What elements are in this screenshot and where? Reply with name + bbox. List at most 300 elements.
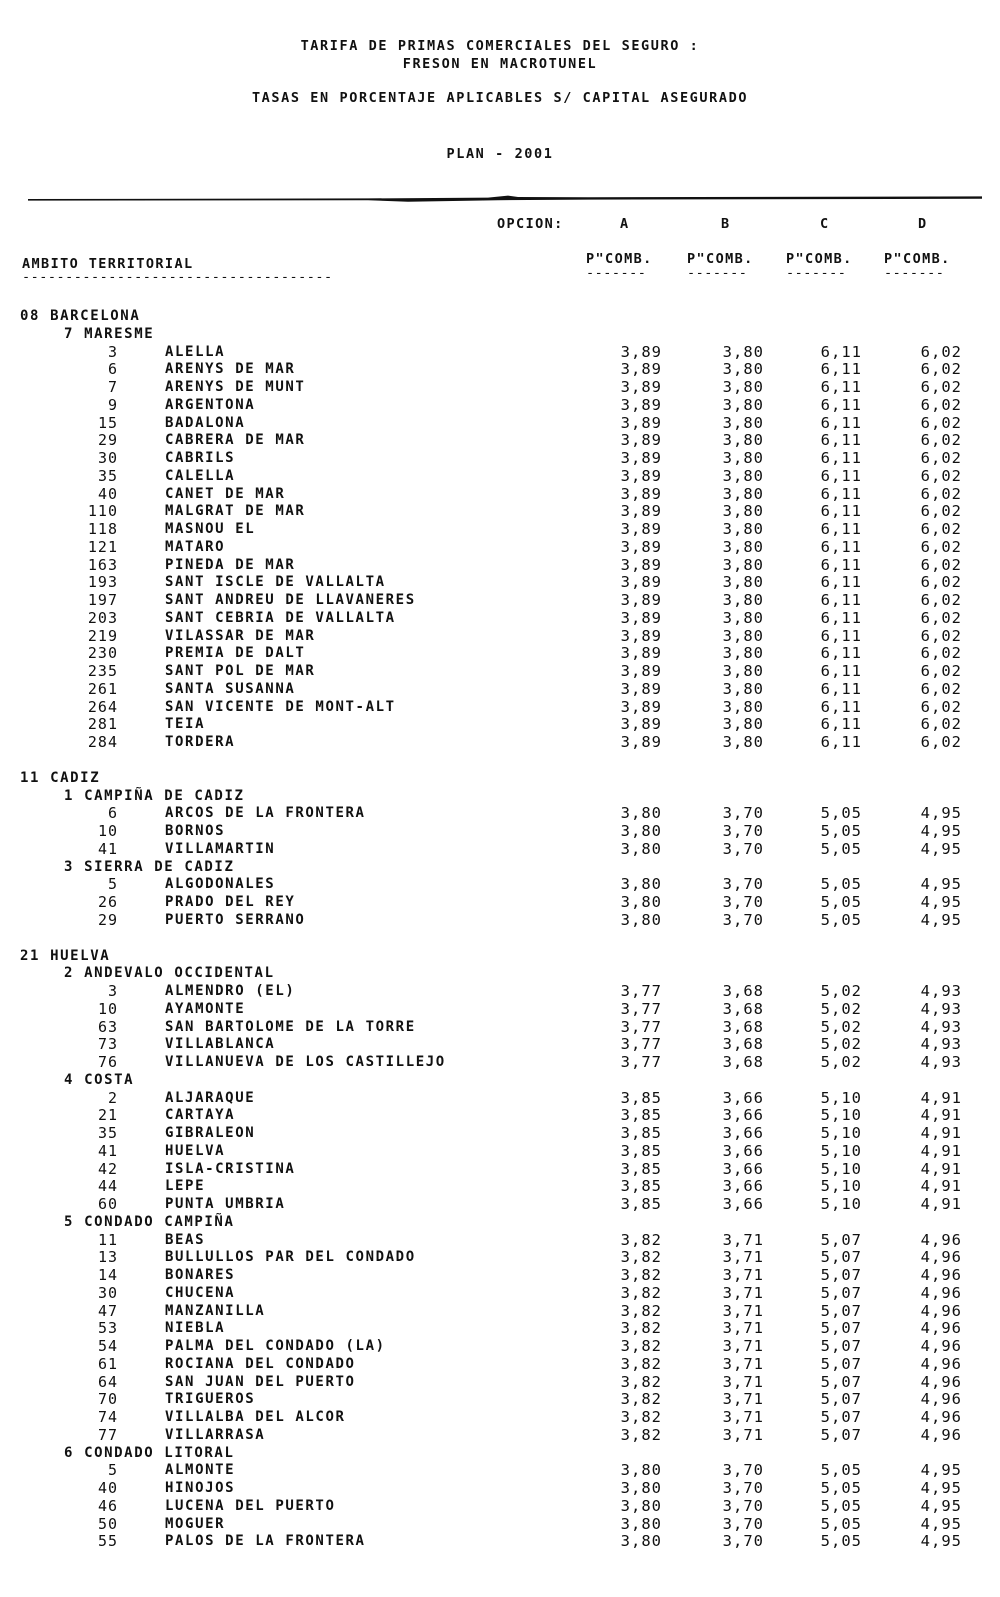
rate-option-a: 3,82 [620,1372,662,1391]
rate-option-a: 3,85 [620,1088,662,1107]
municipio-code: 41 [97,839,118,858]
rate-option-a: 3,89 [620,342,662,361]
comarca-name: CONDADO LITORAL [84,1444,235,1461]
municipio-name: PALOS DE LA FRONTERA [165,1533,366,1550]
rate-option-d: 4,93 [920,1035,962,1054]
rate-option-d: 4,91 [920,1195,962,1213]
table-row [0,1090,1000,1108]
rate-option-d: 6,02 [920,449,962,467]
rate-option-b: 3,68 [722,999,764,1018]
table-row [0,912,1000,930]
table-row [0,1036,1000,1054]
municipio-code: 6 [107,360,118,379]
rate-option-d: 4,95 [920,910,962,929]
municipio-name: PREMIA DE DALT [165,645,306,662]
municipio-code: 54 [97,1337,118,1355]
table-row [0,645,1000,663]
rate-option-c: 5,07 [820,1301,862,1320]
comarca-code: 1 [64,787,75,804]
municipio-name: PRADO DEL REY [165,894,296,910]
province-title [20,948,110,966]
comarca-row [0,1072,1000,1090]
municipio-name: NIEBLA [165,1320,226,1337]
table-row [0,557,1000,575]
rate-option-d: 4,93 [920,1053,962,1071]
table-row [0,1533,1000,1551]
rate-option-d: 4,95 [920,1496,962,1515]
rate-option-c: 5,10 [820,1088,862,1107]
municipio-code: 63 [97,1017,118,1036]
rate-option-b: 3,80 [722,449,764,467]
table-row [0,1480,1000,1498]
rate-option-d: 4,95 [920,893,962,911]
municipio-code: 21 [97,1106,118,1125]
rate-option-d: 6,02 [920,395,962,414]
table-row [0,681,1000,699]
rate-option-a: 3,77 [620,1017,662,1036]
rate-option-b: 3,80 [722,733,764,751]
table-row [0,379,1000,397]
table-row [0,663,1000,681]
rate-option-c: 5,05 [820,1479,862,1497]
rate-option-c: 5,07 [820,1248,862,1267]
rate-option-c: 6,11 [820,573,862,592]
rate-option-d: 4,95 [920,1532,962,1551]
rate-option-c: 6,11 [820,502,862,521]
municipio-code: 61 [97,1354,118,1373]
rate-option-b: 3,70 [722,875,764,894]
table-row [0,486,1000,504]
rate-option-a: 3,89 [620,431,662,450]
rate-option-b: 3,70 [722,893,764,911]
rate-option-a: 3,89 [620,502,662,521]
table-row [0,450,1000,468]
rate-option-b: 3,71 [722,1230,764,1249]
province-name: BARCELONA [50,308,141,324]
municipio-name: SAN JUAN DEL PUERTO [165,1373,356,1390]
municipio-name: CABRILS [165,450,236,466]
rate-option-c: 6,11 [820,431,862,450]
rate-option-b: 3,66 [722,1141,764,1160]
province-name: HUELVA [50,947,111,964]
rate-option-c: 6,11 [820,395,862,414]
province-title [20,770,100,788]
rate-option-d: 4,96 [920,1266,962,1284]
rate-option-b: 3,71 [722,1408,764,1426]
rate-option-d: 6,02 [920,520,962,538]
rate-option-a: 3,77 [620,1035,662,1054]
rate-option-a: 3,89 [620,573,662,592]
municipio-name: VILASSAR DE MAR [165,627,316,644]
municipio-code: 60 [97,1195,118,1213]
rate-option-c: 6,11 [820,342,862,361]
rate-option-d: 6,02 [920,466,962,485]
rate-option-a: 3,89 [620,466,662,485]
rate-option-d: 6,02 [920,555,962,574]
municipio-code: 264 [87,697,118,716]
municipio-name: MASNOU EL [165,521,256,537]
municipio-code: 73 [97,1035,118,1054]
table-row [0,1001,1000,1019]
comarca-title [64,1445,235,1463]
table-row [0,983,1000,1001]
province-row [0,770,1000,788]
municipio-code: 29 [97,431,118,450]
municipio-name: BONARES [165,1267,236,1283]
rate-option-a: 3,89 [620,644,662,663]
rate-option-c: 5,07 [820,1354,862,1373]
rate-option-b: 3,70 [722,1532,764,1551]
rate-option-d: 4,96 [920,1248,962,1267]
rate-option-c: 6,11 [820,715,862,734]
rate-option-b: 3,80 [722,679,764,698]
rate-option-a: 3,80 [620,1532,662,1551]
table-row [0,628,1000,646]
rate-option-b: 3,66 [722,1159,764,1178]
municipio-name: CANET DE MAR [165,485,286,502]
municipio-code: 35 [97,466,118,485]
rate-option-b: 3,71 [722,1372,764,1391]
rate-option-c: 5,07 [820,1408,862,1426]
municipio-code: 5 [107,1461,118,1480]
comarca-name: COSTA [84,1071,135,1088]
municipio-code: 29 [97,910,118,929]
municipio-name: ALMENDRO (EL) [165,983,296,999]
table-row [0,592,1000,610]
municipio-name: SANT CEBRIA DE VALLALTA [165,609,396,626]
rate-option-a: 3,89 [620,608,662,627]
municipio-name: VILLABLANCA [165,1036,276,1053]
rate-option-b: 3,66 [722,1106,764,1125]
rate-option-d: 4,95 [920,1461,962,1480]
rate-option-b: 3,68 [722,1035,764,1054]
title-line-2: FRESON EN MACROTUNEL [402,56,598,72]
table-row [0,1125,1000,1143]
rate-option-a: 3,85 [620,1106,662,1125]
municipio-code: 30 [97,1283,118,1302]
rate-option-d: 4,91 [920,1141,962,1160]
municipio-name: HUELVA [165,1142,226,1159]
municipio-name: ISLA-CRISTINA [165,1160,296,1177]
table-row [0,1338,1000,1356]
rate-option-c: 5,07 [820,1372,862,1391]
municipio-code: 14 [97,1266,118,1284]
rate-option-c: 5,10 [820,1106,862,1125]
rate-option-d: 6,02 [920,378,962,396]
table-row [0,894,1000,912]
rate-option-c: 5,07 [820,1230,862,1249]
rate-option-a: 3,82 [620,1390,662,1409]
comarca-title [64,788,245,806]
rate-option-c: 6,11 [820,360,862,379]
rate-option-c: 5,02 [820,982,862,1000]
municipio-name: LUCENA DEL PUERTO [165,1497,336,1514]
rate-option-b: 3,80 [722,555,764,574]
table-row [0,503,1000,521]
rate-option-d: 6,02 [920,502,962,521]
rate-option-b: 3,80 [722,715,764,734]
municipio-name: PUERTO SERRANO [165,911,306,928]
rate-option-d: 4,95 [920,875,962,894]
rate-option-d: 4,96 [920,1372,962,1391]
province-title [20,308,140,326]
rate-option-b: 3,80 [722,520,764,538]
comarca-row [0,326,1000,344]
rate-option-b: 3,70 [722,910,764,929]
rate-option-a: 3,89 [620,662,662,680]
rate-option-d: 4,91 [920,1124,962,1142]
municipio-name: ALMONTE [165,1462,236,1479]
rate-option-a: 3,89 [620,378,662,396]
rate-option-c: 6,11 [820,537,862,556]
rate-option-b: 3,80 [722,431,764,450]
table-row [0,574,1000,592]
municipio-name: PINEDA DE MAR [165,556,296,573]
comarca-code: 5 [64,1213,75,1230]
rate-option-c: 5,10 [820,1124,862,1142]
rate-option-c: 6,11 [820,484,862,503]
rate-option-b: 3,80 [722,378,764,396]
municipio-code: 121 [87,537,118,556]
municipio-code: 77 [97,1425,118,1444]
province-row [0,308,1000,326]
rate-option-d: 4,95 [920,839,962,858]
rate-option-c: 5,07 [820,1390,862,1409]
municipio-code: 110 [87,502,118,521]
rate-option-d: 6,02 [920,591,962,609]
rate-option-b: 3,68 [722,1017,764,1036]
table-row [0,823,1000,841]
rate-option-c: 6,11 [820,644,862,663]
rate-option-d: 6,02 [920,626,962,645]
comarca-code: 6 [64,1444,75,1461]
rate-option-d: 4,91 [920,1088,962,1107]
rate-option-a: 3,89 [620,591,662,609]
rate-option-c: 5,05 [820,1532,862,1551]
municipio-code: 5 [107,875,118,894]
rate-option-b: 3,70 [722,1461,764,1480]
municipio-name: SAN BARTOLOME DE LA TORRE [165,1018,416,1035]
rate-option-c: 6,11 [820,608,862,627]
table-row [0,1178,1000,1196]
province-name: CADIZ [50,769,101,786]
rate-option-d: 4,93 [920,982,962,1000]
rate-option-a: 3,77 [620,999,662,1018]
municipio-code: 47 [97,1301,118,1320]
rate-option-a: 3,77 [620,982,662,1000]
rate-option-a: 3,85 [620,1195,662,1213]
rate-option-d: 4,96 [920,1354,962,1373]
rate-option-b: 3,71 [722,1319,764,1338]
rate-option-b: 3,71 [722,1337,764,1355]
comarca-row [0,788,1000,806]
rate-option-c: 6,11 [820,555,862,574]
municipio-code: 193 [87,573,118,592]
municipio-name: ARENYS DE MAR [165,361,296,378]
spacer [0,930,1000,948]
municipio-code: 6 [107,804,118,823]
municipio-code: 46 [97,1496,118,1515]
rate-option-b: 3,80 [722,608,764,627]
rate-option-d: 4,96 [920,1425,962,1444]
rate-option-d: 6,02 [920,697,962,716]
comarca-title [64,1072,134,1090]
municipio-name: GIBRALEON [165,1125,256,1141]
rate-option-c: 5,10 [820,1159,862,1178]
rate-option-d: 6,02 [920,484,962,503]
rate-option-c: 6,11 [820,466,862,485]
rate-option-a: 3,89 [620,697,662,716]
rate-option-c: 6,11 [820,662,862,680]
municipio-name: SANT POL DE MAR [165,663,316,679]
municipio-name: ALELLA [165,343,226,360]
table-row [0,1462,1000,1480]
municipio-code: 10 [97,999,118,1018]
province-code: 08 [20,308,41,324]
municipio-name: TRIGUEROS [165,1391,256,1408]
municipio-code: 40 [97,1479,118,1497]
rate-option-d: 4,95 [920,822,962,840]
rate-option-b: 3,80 [722,644,764,663]
rate-option-c: 5,05 [820,893,862,911]
municipio-name: SANT ISCLE DE VALLALTA [165,574,386,591]
municipio-name: BULLULLOS PAR DEL CONDADO [165,1249,416,1266]
municipio-code: 163 [87,555,118,574]
table-row [0,610,1000,628]
territory-underline: ------------------------------------ [22,269,333,285]
rate-option-d: 6,02 [920,662,962,680]
spacer [0,752,1000,770]
rate-option-b: 3,66 [722,1195,764,1213]
municipio-name: MOGUER [165,1515,226,1532]
table-row [0,1498,1000,1516]
table-row [0,1320,1000,1338]
municipio-code: 230 [87,644,118,663]
option-b-label: B [721,216,731,232]
rate-option-a: 3,77 [620,1053,662,1071]
rate-option-c: 6,11 [820,626,862,645]
municipio-name: ALGODONALES [165,876,276,893]
rate-option-a: 3,82 [620,1337,662,1355]
municipio-name: TORDERA [165,734,236,750]
table-row [0,1054,1000,1072]
municipio-name: SANT ANDREU DE LLAVANERES [165,592,416,608]
rate-option-c: 6,11 [820,520,862,538]
rate-option-c: 5,07 [820,1337,862,1355]
municipio-name: CALELLA [165,467,236,484]
municipio-code: 76 [97,1053,118,1071]
municipio-code: 64 [97,1372,118,1391]
municipio-code: 53 [97,1319,118,1338]
rate-option-a: 3,89 [620,626,662,645]
comarca-code: 4 [64,1071,75,1088]
option-c-label: C [820,216,830,232]
table-row [0,1427,1000,1445]
rate-option-d: 4,95 [920,1514,962,1533]
rate-option-c: 5,05 [820,1496,862,1515]
rate-option-c: 5,10 [820,1177,862,1196]
rate-option-c: 5,05 [820,839,862,858]
comarca-title [64,326,154,344]
rate-option-c: 5,02 [820,1035,862,1054]
table-row [0,432,1000,450]
rate-option-b: 3,68 [722,1053,764,1071]
municipio-name: CABRERA DE MAR [165,432,306,449]
rate-option-c: 6,11 [820,413,862,432]
rate-option-c: 6,11 [820,378,862,396]
comarca-code: 7 [64,325,75,342]
comarca-title [64,1214,235,1232]
rate-option-b: 3,70 [722,1479,764,1497]
rate-option-b: 3,70 [722,804,764,823]
comarca-code: 3 [64,858,75,875]
rate-option-c: 6,11 [820,449,862,467]
municipio-name: PALMA DEL CONDADO (LA) [165,1338,386,1354]
option-d-label: D [918,216,928,232]
rate-option-a: 3,85 [620,1124,662,1142]
rate-option-a: 3,89 [620,733,662,751]
rate-option-b: 3,71 [722,1266,764,1284]
municipio-code: 35 [97,1124,118,1142]
rate-option-c: 6,11 [820,733,862,751]
municipio-code: 235 [87,662,118,680]
combo-label-a: P"COMB. [586,251,653,267]
province-code: 21 [20,947,41,964]
comarca-row [0,1445,1000,1463]
table-row [0,1391,1000,1409]
table-row [0,1196,1000,1214]
municipio-name: BORNOS [165,823,226,839]
municipio-name: ARCOS DE LA FRONTERA [165,805,366,822]
rate-option-a: 3,82 [620,1248,662,1267]
rate-option-d: 4,96 [920,1408,962,1426]
table-row [0,1356,1000,1374]
comarca-row [0,859,1000,877]
rate-option-d: 6,02 [920,608,962,627]
rate-option-c: 6,11 [820,591,862,609]
municipio-name: ARENYS DE MUNT [165,379,306,395]
rate-option-d: 6,02 [920,342,962,361]
title-line-1: TARIFA DE PRIMAS COMERCIALES DEL SEGURO : [300,38,700,54]
municipio-code: 30 [97,449,118,467]
rate-option-a: 3,80 [620,893,662,911]
rate-option-a: 3,80 [620,1479,662,1497]
rate-option-a: 3,82 [620,1283,662,1302]
municipio-name: SANTA SUSANNA [165,680,296,697]
rate-option-a: 3,89 [620,679,662,698]
rate-option-a: 3,85 [620,1177,662,1196]
rate-option-a: 3,80 [620,839,662,858]
municipio-code: 3 [107,342,118,361]
municipio-code: 281 [87,715,118,734]
rate-option-b: 3,80 [722,360,764,379]
municipio-code: 11 [97,1230,118,1249]
rate-option-a: 3,89 [620,520,662,538]
rate-option-a: 3,80 [620,1496,662,1515]
municipio-code: 219 [87,626,118,645]
rate-option-a: 3,89 [620,449,662,467]
municipio-name: LEPE [165,1178,206,1195]
municipio-name: ALJARAQUE [165,1089,256,1106]
rate-option-d: 4,95 [920,1479,962,1497]
rate-option-b: 3,80 [722,466,764,485]
combo-underline-b: ------- [687,265,748,281]
rate-option-c: 5,02 [820,1053,862,1071]
rate-option-b: 3,70 [722,1514,764,1533]
rate-option-a: 3,80 [620,1461,662,1480]
combo-label-d: P"COMB. [884,251,951,267]
table-row [0,539,1000,557]
